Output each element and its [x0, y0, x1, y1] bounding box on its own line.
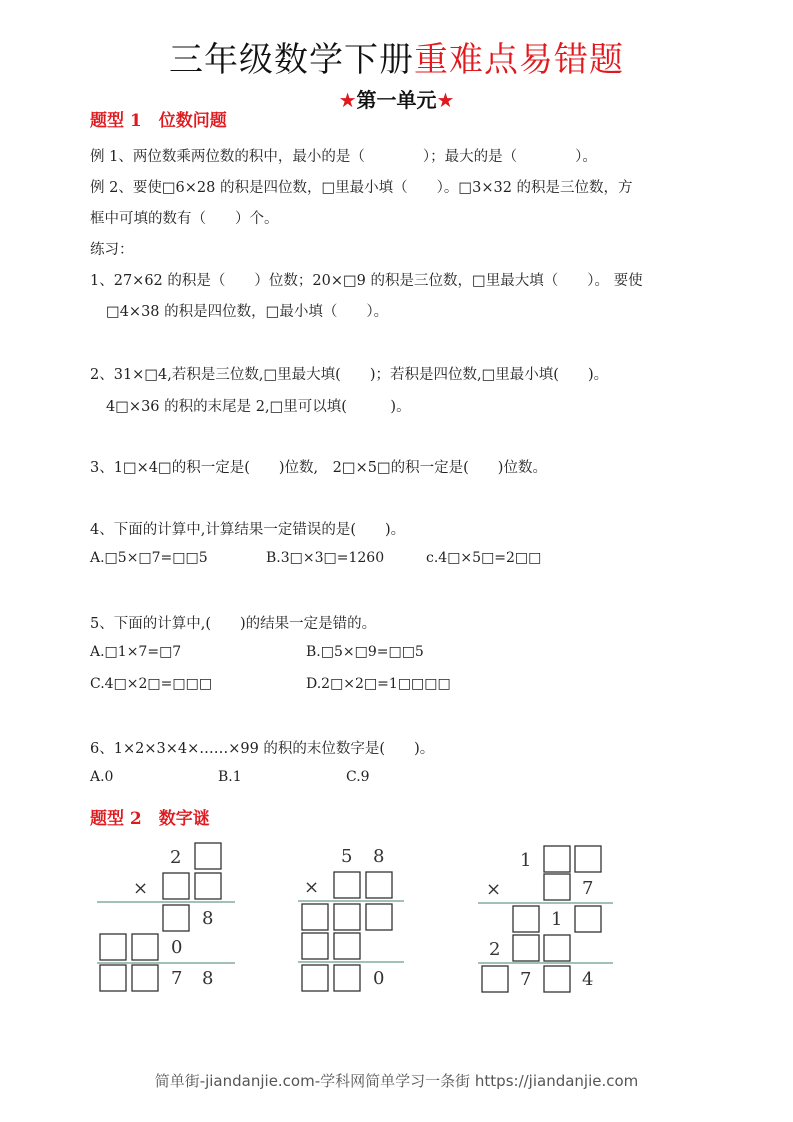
blank-box	[366, 904, 392, 930]
blank-box	[513, 906, 539, 932]
puzzle-digit: 8	[202, 908, 214, 929]
q6-option-b: B.1	[218, 769, 242, 785]
example-1: 例 1、两位数乘两位数的积中，最小的是（ ）；最大的是（ ）。	[90, 149, 597, 165]
puzzle-digit: 2	[489, 939, 501, 960]
blank-box	[302, 904, 328, 930]
q6-option-a: A.0	[90, 769, 114, 785]
q5-option-a: A.□1×7=□7	[90, 644, 182, 660]
blank-box	[544, 966, 570, 992]
unit-label: 第一单元	[356, 88, 437, 112]
puzzle-digit: 0	[373, 968, 385, 989]
question-1-line-1: 1、27×62 的积是（ ）位数；20×□9 的积是三位数，□里最大填（ ）。 要使	[90, 273, 643, 289]
blank-box	[100, 965, 126, 991]
puzzle-digit: 7	[582, 878, 594, 899]
blank-box	[195, 843, 221, 869]
q4-option-c: c.4□×5□=2□□	[426, 550, 542, 566]
blank-box	[334, 872, 360, 898]
example-2-line-1: 例 2、要使□6×28 的积是四位数，□里最小填（ ）。□3×32 的积是三位数，方	[90, 180, 633, 196]
blank-box	[544, 935, 570, 961]
puzzle-digit: 7	[520, 969, 532, 990]
question-6: 6、1×2×3×4×……×99 的积的末位数字是( )。	[90, 741, 435, 757]
q4-option-a: A.□5×□7=□□5	[90, 550, 208, 566]
digit-puzzle-2	[298, 840, 418, 1004]
blank-box	[575, 906, 601, 932]
blank-box	[334, 904, 360, 930]
question-4: 4、下面的计算中,计算结果一定错误的是( )。	[90, 522, 406, 538]
times-sign: ×	[133, 878, 149, 899]
page-title	[0, 32, 793, 81]
blank-box	[482, 966, 508, 992]
practice-label: 练习：	[90, 242, 134, 258]
blank-box	[366, 872, 392, 898]
question-1-line-2: □4×38 的积是四位数，□最小填（ ）。	[106, 304, 389, 320]
blank-box	[163, 905, 189, 931]
q4-option-b: B.3□×3□=1260	[266, 550, 385, 566]
puzzle-digit: 7	[171, 968, 183, 989]
question-3: 3、1□×4□的积一定是( )位数, 2□×5□的积一定是( )位数。	[90, 460, 547, 476]
q6-option-c: C.9	[346, 769, 370, 785]
puzzle-digit: 4	[582, 969, 594, 990]
puzzle-digit: 1	[551, 909, 563, 930]
blank-box	[544, 846, 570, 872]
puzzle-digit: 8	[373, 846, 385, 867]
blank-box	[132, 934, 158, 960]
digit-puzzle-3	[478, 842, 628, 1006]
puzzle-digit: 2	[170, 847, 182, 868]
blank-box	[302, 933, 328, 959]
blank-box	[334, 965, 360, 991]
question-5: 5、下面的计算中,( )的结果一定是错的。	[90, 616, 377, 632]
blank-box	[334, 933, 360, 959]
blank-box	[544, 874, 570, 900]
times-sign: ×	[486, 879, 502, 900]
section-heading-2: 题型 2 数字谜	[90, 809, 210, 829]
puzzle-digit: 1	[520, 850, 532, 871]
title-black: 三年级数学下册	[169, 40, 414, 80]
star-icon: ★	[338, 88, 357, 112]
question-2-line-2: 4□×36 的积的末尾是 2,□里可以填( )。	[106, 399, 411, 415]
blank-box	[100, 934, 126, 960]
q5-option-c: C.4□×2□=□□□	[90, 676, 213, 692]
blank-box	[575, 846, 601, 872]
q5-option-d: D.2□×2□=1□□□□	[306, 676, 451, 692]
blank-box	[513, 935, 539, 961]
digit-puzzle-1	[95, 840, 245, 1004]
blank-box	[302, 965, 328, 991]
footer-watermark: 简单街-jiandanjie.com-学科网简单学习一条街 https://jiandanjie.com	[154, 1072, 639, 1090]
question-2-line-1: 2、31×□4,若积是三位数,□里最大填( )；若积是四位数,□里最小填( )。	[90, 367, 609, 383]
blank-box	[195, 873, 221, 899]
blank-box	[163, 873, 189, 899]
section-heading-1: 题型 1 位数问题	[90, 111, 227, 131]
example-2-line-2: 框中可填的数有（ ）个。	[90, 211, 279, 227]
times-sign: ×	[304, 877, 320, 898]
q5-option-b: B.□5×□9=□□5	[306, 644, 424, 660]
puzzle-digit: 0	[171, 937, 183, 958]
star-icon: ★	[436, 88, 455, 112]
puzzle-digit: 5	[341, 846, 353, 867]
title-red: 重难点易错题	[414, 40, 624, 80]
blank-box	[132, 965, 158, 991]
puzzle-digit: 8	[202, 968, 214, 989]
